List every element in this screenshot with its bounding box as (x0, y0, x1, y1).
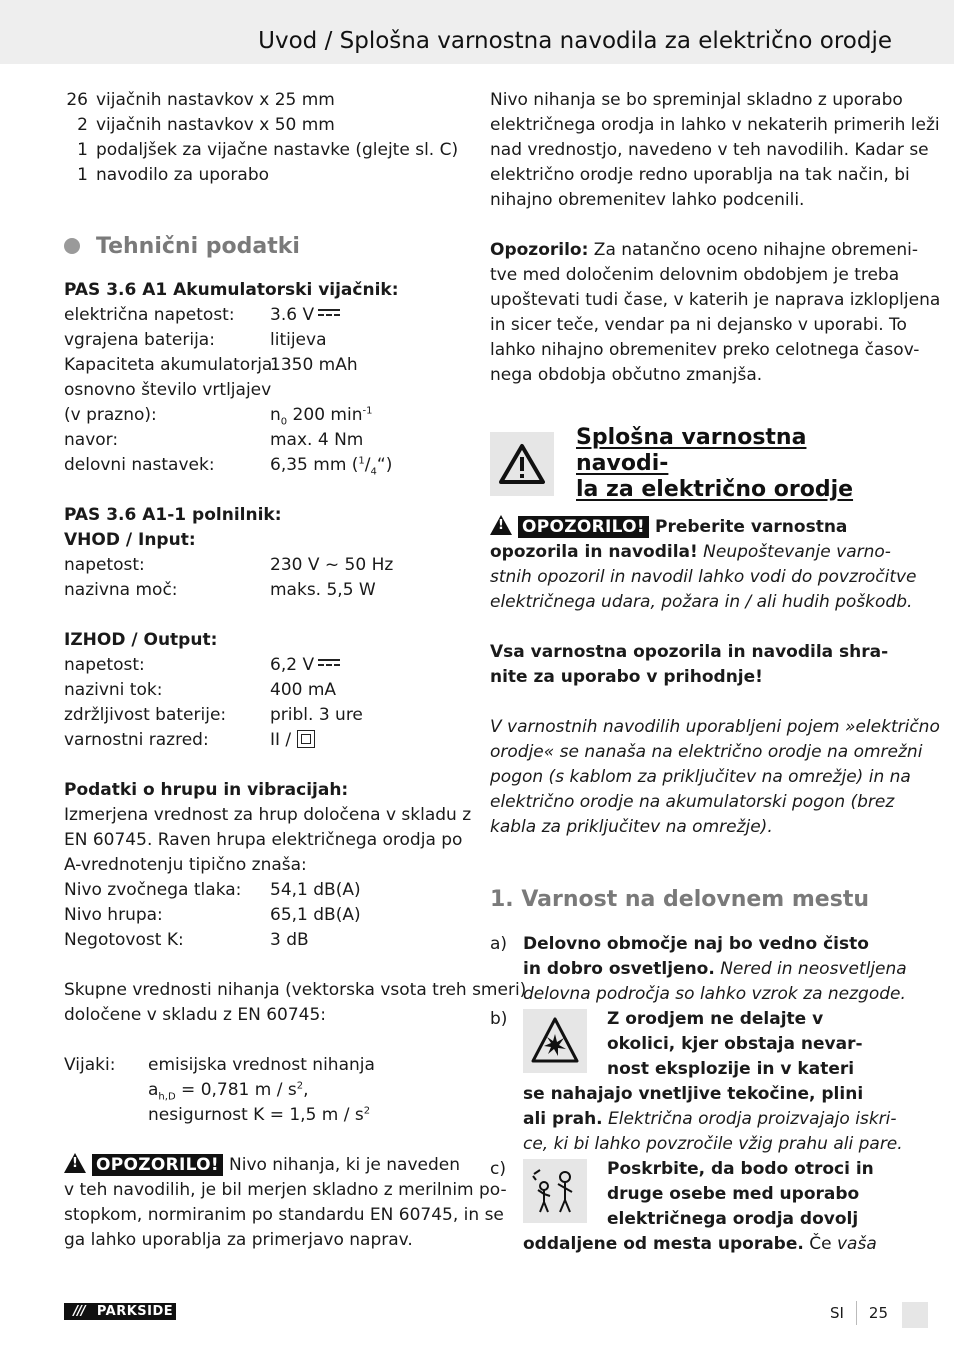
spec-row: Nivo zvočnega tlaka: 54,1 dB(A) (64, 880, 361, 900)
parkside-logo: /// PARKSIDE (64, 1303, 176, 1320)
spec-row: električna napetost: 3.6 V (64, 303, 464, 328)
spec-row: napetost: 6,2 V (64, 653, 464, 678)
list-item: c) Poskrbite, da bodo otroci in druge osebe med uporabo električnega orodja dovolj oddaljene od mesta uporabe. Če vaša (490, 1159, 877, 1254)
warning-badge: OPOZORILO! (92, 1154, 223, 1176)
spec-row: zdržljivost baterije: pribl. 3 ure (64, 705, 363, 725)
page-title: Uvod / Splošna varnostna navodila za električno orodje (258, 28, 892, 54)
list-item: 2 vijačnih nastavkov x 50 mm (77, 115, 335, 135)
right-column: Nivo nihanja se bo spreminjal skladno z uporabo električnega orodja in lahko v nekaterih primerih leži nad vrednostjo, navedeno v teh navodilih. Kadar se električno orodje redno uporablja na tak način, bi nihajno obremenitev lahko podcenili. Opozorilo: Za natančno oceno nihajne obremeni- tve med določenim delovnim obdobjem je treba upoštevati tudi čase, v katerih je naprava izklopljena in sicer teče, vendar pa ni dejansko v uporabi. To lahko nihajno obremenitev preko celotnega časov- nega obdobja občutno zmanjša. Splošna varnostna navodi- la za električno orodje !OPOZORILO! Preberite varnostna opozorila in navodila! Neupoštevanje varno- stnih opozoril in navodil lahko vodi do povzročitve električnega udara, požara in / ali hudih poškodb. Vsa varnostna opozorila in navodila shra- nite za uporabo v prihodnje! V varnostnih navodilih uporabljeni pojem »električno orodje« se nanaša na električno orodje na omrežni pogon (s kablom za priključitev na omrežje) in na električno orodje na akumulatorski pogon (brez kabla za priključitev na omrežje). 1. Varnost na delovnem mestu a) Delovno območje naj bo vedno čisto in dobro osvetljeno. Nered in neosvetljena delovna področja so lahko vzrok za nezgode. b) Z orodjem ne delajte v okolici, kjer obstaja nevar- nost eksplozije in v kateri se nahajajo vnetljive tekočine, plini ali prah. Električna orodja proizvajajo iskri- ce, ki bi lahko povzročile vžig prahu ali pare. c) Poskrbite, da bodo otroci in druge osebe med uporabo električnega orodja dovolj oddaljene od mesta uporabe. Če vaša (490, 88, 890, 1257)
spec-row: nazivni tok: 400 mA (64, 680, 337, 700)
left-column: 26 vijačnih nastavkov x 25 mm 2 vijačnih nastavkov x 50 mm 1 podaljšek za vijačne nastavke (glejte sl. C) 1 navodilo za uporabo Tehnični podatki PAS 3.6 A1 Akumulatorski vijačnik: električna napetost: 3.6 V vgrajena baterija: litijeva Kapaciteta akumulatorja: 1350 mAh osnovno število vrtljajev (v prazno): $n_0$ 200 $\min^{-1}$ navor: max. 4 Nm delovni nastavek: 6,35 mm $(^1/_4“)$ PAS 3.6 A1-1 polnilnik: VHOD / Input: napetost: 230 V ~ 50 Hz nazivna moč: maks. 5,5 W IZHOD / Output: napetost: 6,2 V nazivni tok: 400 mA zdržljivost baterije: pribl. 3 ure varnostni razred: II / Podatki o hrupu in vibracijah: Izmerjena vrednost za hrup določena v skladu z EN 60745. Raven hrupa električnega orodja po A-vrednotenju tipično znaša: Nivo zvočnega tlaka: 54,1 dB(A) Nivo hrupa: 65,1 dB(A) Negotovost K: 3 dB Skupne vrednosti nihanja (vektorska vsota treh smeri) določene v skladu z EN 60745: Vijaki: emisijska vrednost nihanja $a_{h,D} = 0,781$ m / $s^2$, nesigurnost K = 1,5 m / $s^2$ !OPOZORILO! Nivo nihanja, ki je naveden v teh navodilih, je bil merjen skladno z merilnim po- stopkom, normiranim po standardu EN 60745, in se ga lahko uporablja za primerjavo naprav. (64, 88, 464, 1253)
explosion-hazard-icon (523, 1009, 587, 1073)
warning-triangle-icon (490, 515, 512, 535)
page-number: SI 25 (830, 1304, 888, 1325)
warning-triangle-icon (490, 432, 554, 496)
noise-title: Podatki o hrupu in vibracijah: (64, 780, 349, 800)
screwdriver-title: PAS 3.6 A1 Akumulatorski vijačnik: (64, 280, 399, 300)
tech-data-heading: Tehnični podatki (64, 226, 464, 266)
warning-block: !OPOZORILO! Nivo nihanja, ki je naveden (64, 1153, 464, 1178)
spec-row: napetost: 230 V ~ 50 Hz (64, 555, 394, 575)
safety-section-heading: Splošna varnostna navodi- la za električno orodje (490, 431, 890, 497)
spec-row: delovni nastavek: 6,35 mm $(^1/_4“)$ (64, 455, 393, 478)
warning-badge: OPOZORILO! (518, 516, 649, 538)
keep-children-away-icon (523, 1159, 587, 1223)
footer-divider (856, 1301, 857, 1325)
warning-block: !OPOZORILO! Preberite varnostna (490, 515, 890, 540)
list-item: b) Z orodjem ne delajte v okolici, kjer obstaja nevar- nost eksplozije in v kateri se nahajajo vnetljive tekočine, plini ali prah. Električna orodja proizvajajo iskri- ce, ki bi lahko povzročile vžig prahu ali pare. (490, 1009, 903, 1154)
spec-row: vgrajena baterija: litijeva (64, 330, 327, 350)
dc-current-icon (318, 309, 340, 317)
list-item: 26 vijačnih nastavkov x 25 mm (66, 90, 335, 110)
protection-class-ii-icon (297, 730, 315, 748)
dc-current-icon (318, 659, 340, 667)
warning-triangle-icon (64, 1153, 86, 1173)
workplace-safety-heading: 1. Varnost na delovnem mestu (490, 887, 870, 912)
list-item: a) Delovno območje naj bo vedno čisto in dobro osvetljeno. Nered in neosvetljena delovna področja so lahko vzrok za nezgode. (490, 934, 907, 1004)
charger-title: PAS 3.6 A1-1 polnilnik: (64, 505, 282, 525)
spec-row: Nivo hrupa: 65,1 dB(A) (64, 905, 361, 925)
vibration-row: Vijaki: emisijska vrednost nihanja (64, 1055, 375, 1075)
output-title: IZHOD / Output: (64, 630, 218, 650)
list-item: 1 podaljšek za vijačne nastavke (glejte sl. C) (77, 140, 459, 160)
page-header (0, 0, 954, 64)
bullet-icon (64, 238, 80, 254)
spec-row: varnostni razred: II / (64, 728, 464, 753)
input-title: VHOD / Input: (64, 530, 196, 550)
spec-row: Kapaciteta akumulatorja: 1350 mAh (64, 355, 358, 375)
spec-row: nazivna moč: maks. 5,5 W (64, 580, 376, 600)
note-label: Opozorilo: (490, 240, 589, 260)
spec-row: osnovno število vrtljajev (64, 380, 272, 400)
spec-row: (v prazno): $n_0$ 200 $\min^{-1}$ (64, 405, 373, 428)
footer-tab (902, 1302, 928, 1328)
spec-row: Negotovost K: 3 dB (64, 930, 309, 950)
list-item: 1 navodilo za uporabo (77, 165, 270, 185)
spec-row: navor: max. 4 Nm (64, 430, 364, 450)
